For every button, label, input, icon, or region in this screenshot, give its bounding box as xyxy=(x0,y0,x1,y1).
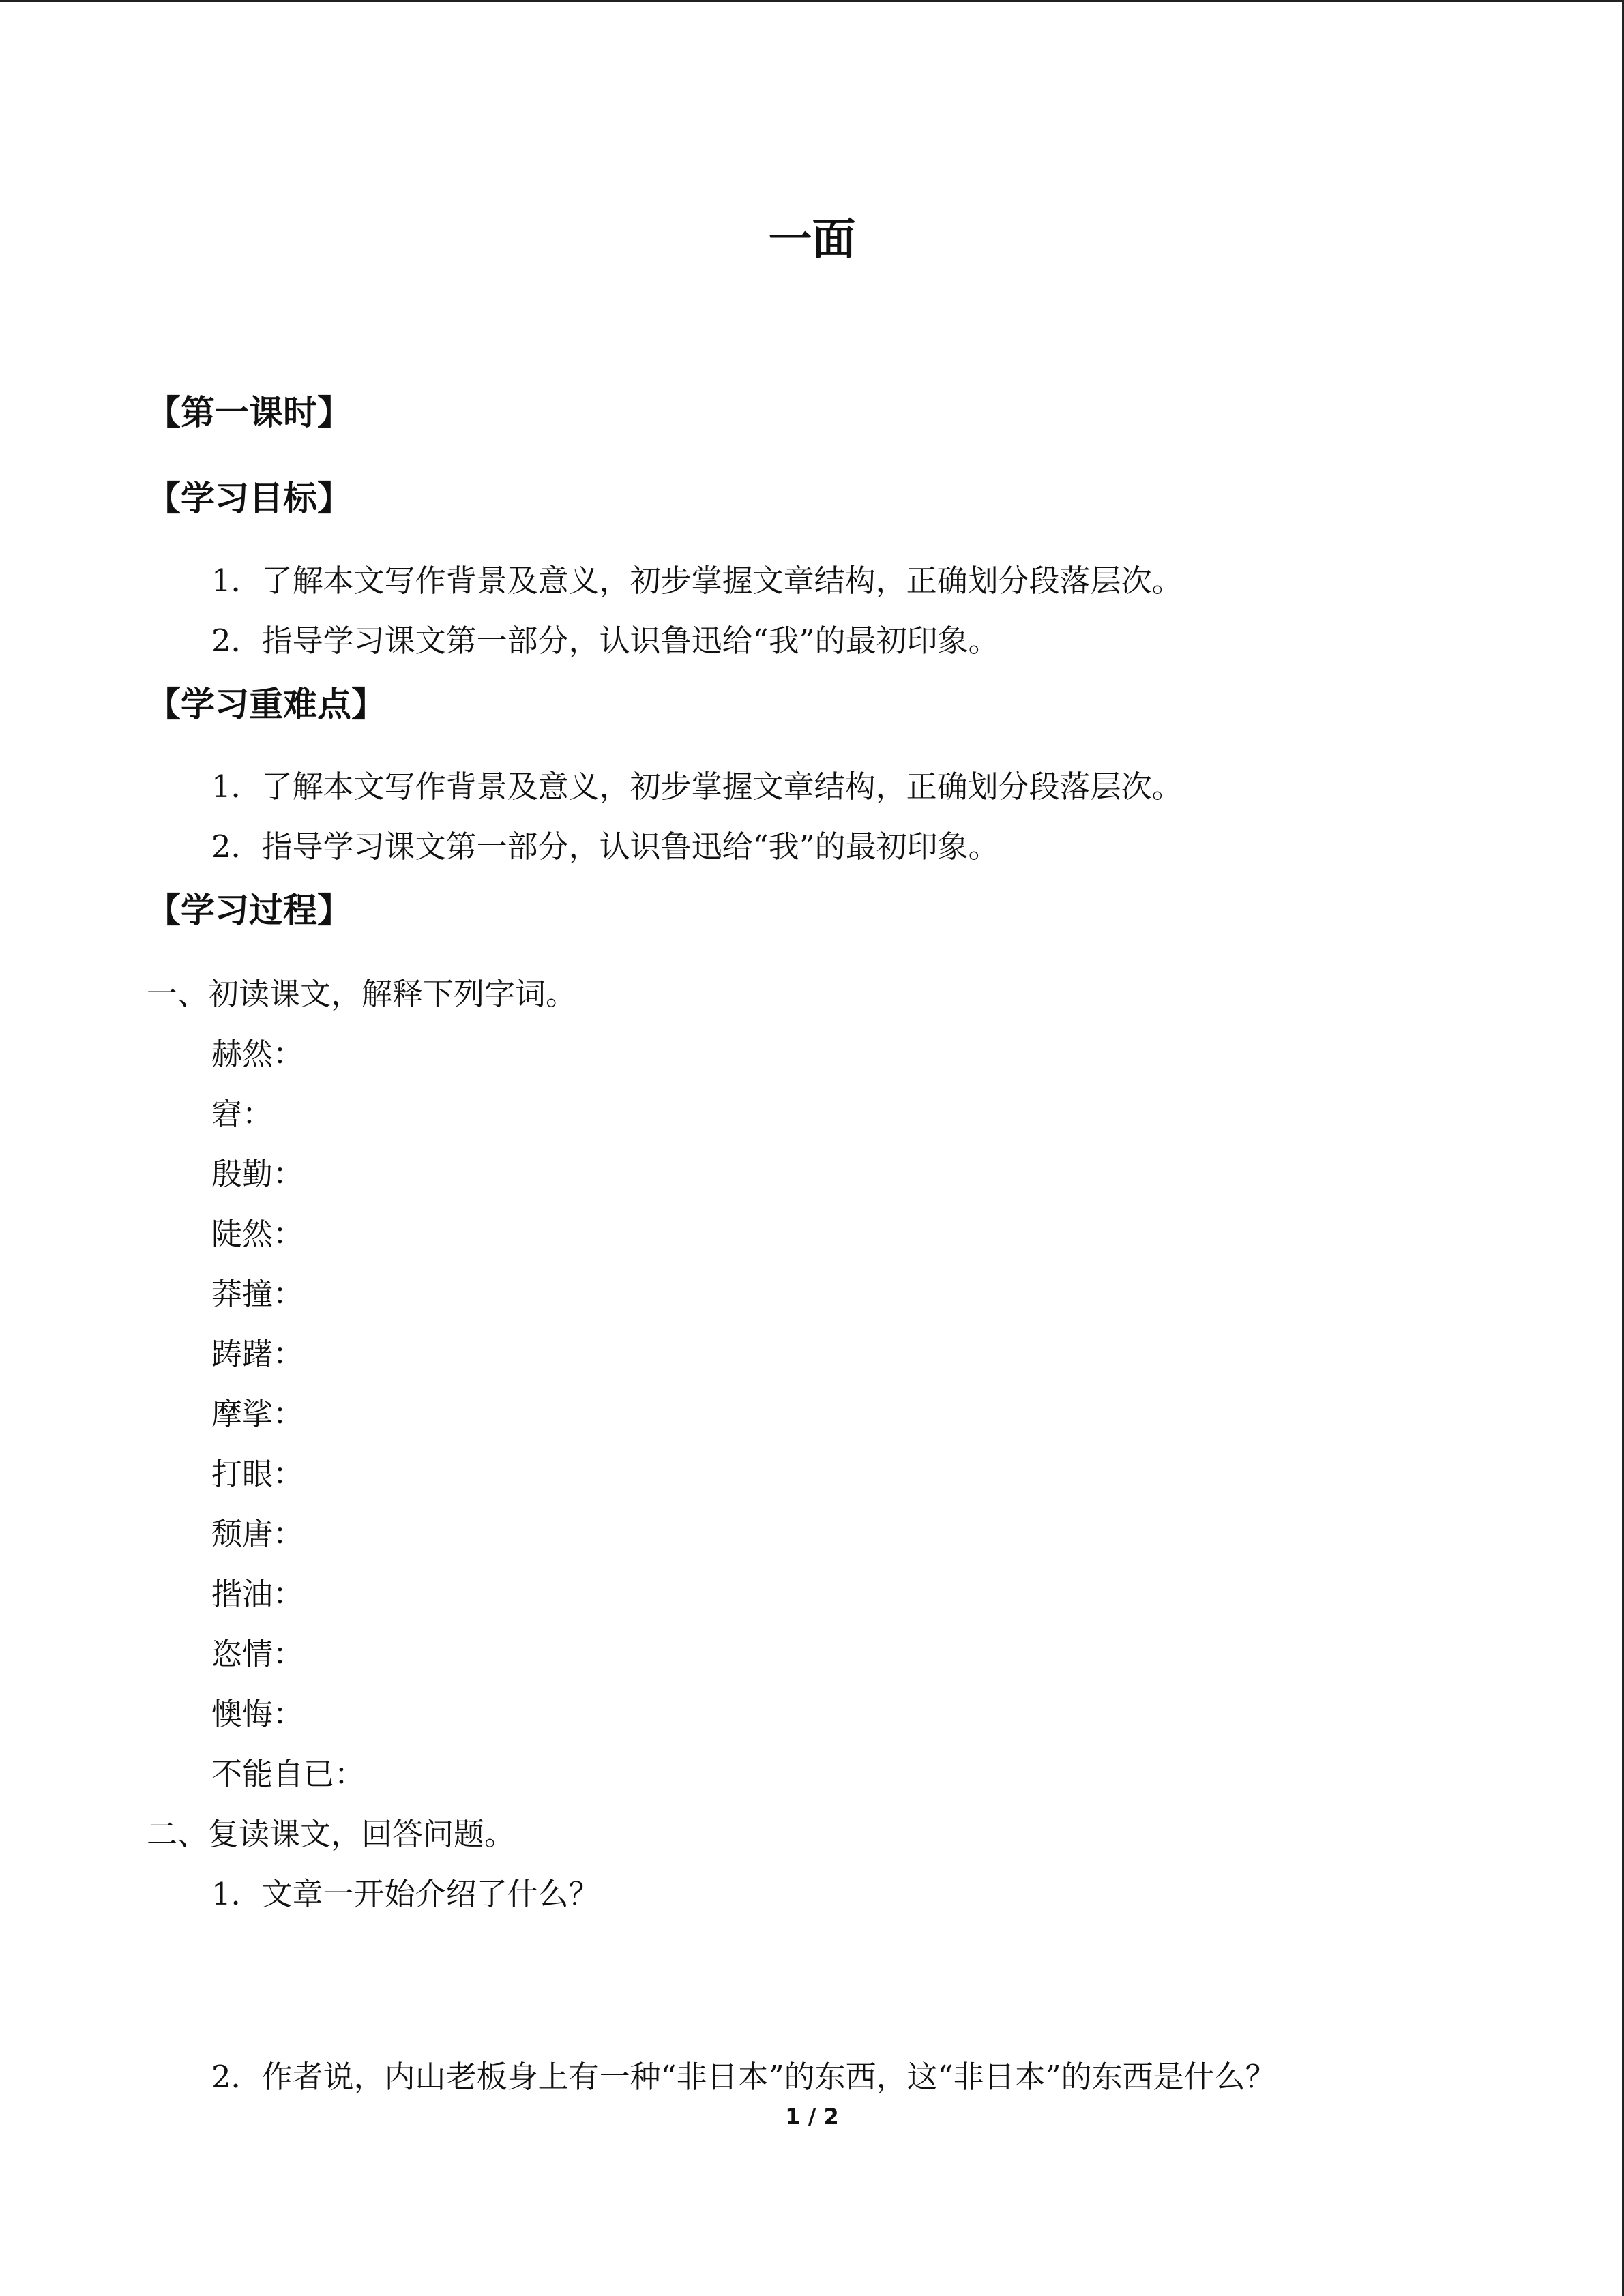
vocab-item: 踌躇： xyxy=(211,1336,304,1372)
vocab-item: 窘： xyxy=(211,1096,274,1132)
key-point-item-1: 1．了解本文写作背景及意义，初步掌握文章结构，正确划分段落层次。 xyxy=(211,769,1183,805)
vocab-item: 莽撞： xyxy=(211,1276,304,1312)
part1-title: 一、初读课文，解释下列字词。 xyxy=(147,976,577,1012)
vocab-item: 恣情： xyxy=(211,1636,304,1672)
page-top-border xyxy=(0,0,1624,2)
key-point-item-2: 2．指导学习课文第一部分，认识鲁迅给“我”的最初印象。 xyxy=(211,829,999,865)
lesson-heading: 【第一课时】 xyxy=(147,393,351,432)
vocab-item: 揩油： xyxy=(211,1576,304,1612)
vocab-item: 殷勤： xyxy=(211,1156,304,1192)
vocab-item: 赫然： xyxy=(211,1036,304,1072)
question-item-2: 2．作者说，内山老板身上有一种“非日本”的东西，这“非日本”的东西是什么？ xyxy=(211,2059,1276,2095)
vocab-item: 摩挲： xyxy=(211,1396,304,1432)
question-item-1: 1．文章一开始介绍了什么？ xyxy=(211,1876,600,1912)
process-heading: 【学习过程】 xyxy=(147,891,351,930)
document-title: 一面 xyxy=(768,214,856,265)
vocab-item: 打眼： xyxy=(211,1456,304,1492)
vocab-item: 不能自已： xyxy=(211,1756,366,1792)
part2-title: 二、复读课文，回答问题。 xyxy=(147,1816,516,1852)
objectives-heading: 【学习目标】 xyxy=(147,479,351,518)
vocab-item: 懊悔： xyxy=(211,1696,304,1732)
key-points-heading: 【学习重难点】 xyxy=(147,685,385,724)
vocab-item: 陡然： xyxy=(211,1216,304,1252)
page-number: 1 / 2 xyxy=(785,2104,839,2130)
vocab-item: 颓唐： xyxy=(211,1516,304,1552)
objective-item-1: 1．了解本文写作背景及意义，初步掌握文章结构，正确划分段落层次。 xyxy=(211,563,1183,599)
objective-item-2: 2．指导学习课文第一部分，认识鲁迅给“我”的最初印象。 xyxy=(211,623,999,659)
